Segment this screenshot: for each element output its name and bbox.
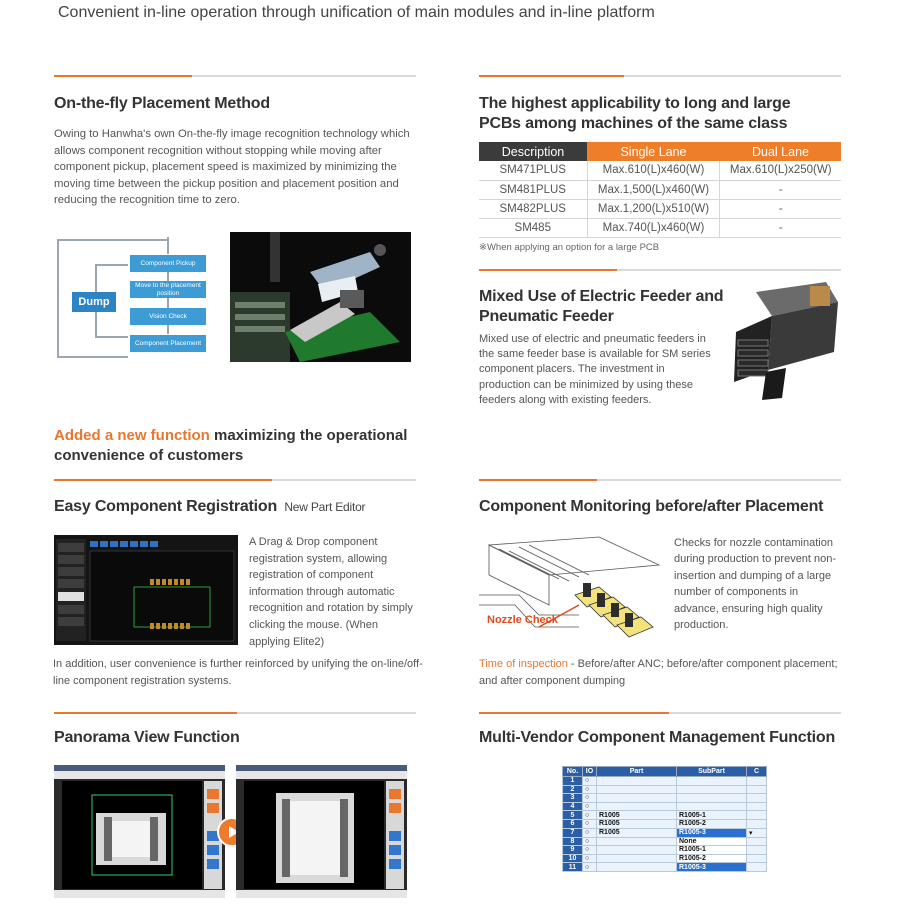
- page-tagline: Convenient in-line operation through unification of main modules and in-line platform: [58, 4, 655, 21]
- row-number: 3: [563, 794, 583, 803]
- flow-step: Component Pickup: [130, 255, 206, 272]
- placement-head-illustration: [230, 232, 411, 362]
- extra-cell: [747, 811, 767, 820]
- pcb-note: ※When applying an option for a large PCB: [479, 242, 660, 253]
- io-icon: ○: [583, 794, 597, 803]
- io-icon: ○: [583, 837, 597, 846]
- part-editor-screenshot: [54, 535, 238, 645]
- io-icon: ○: [583, 854, 597, 863]
- ecr-body: A Drag & Drop component registration system, allowing registration of component information through automatic recognition and rotation by simply clicking the mouse. (When applying Elite2): [249, 536, 413, 648]
- extra-cell: [747, 785, 767, 794]
- panorama-before-illustration: [54, 765, 225, 898]
- subpart-cell: [677, 777, 747, 786]
- subpart-cell: [677, 785, 747, 794]
- io-icon: ○: [583, 863, 597, 872]
- table-cell: Max.610(L)x250(W): [720, 161, 841, 180]
- table-row: [563, 837, 767, 846]
- table-row: [563, 819, 767, 828]
- subpart-cell: [677, 802, 747, 811]
- table-header: Part: [597, 767, 677, 777]
- section-divider: [479, 75, 841, 77]
- table-cell: Max.1,500(L)x460(W): [587, 180, 720, 199]
- inspection-text: - Before/after ANC; before/after component placement; and after component dumping: [479, 658, 838, 687]
- part-cell: [597, 854, 677, 863]
- table-header: No.: [563, 767, 583, 777]
- table-cell: SM481PLUS: [479, 180, 587, 199]
- part-editor-illustration: [54, 535, 238, 645]
- table-row: [563, 854, 767, 863]
- ecr-subtitle: New Part Editor: [284, 500, 366, 514]
- row-number: 5: [563, 811, 583, 820]
- panorama-screen-before: [54, 765, 225, 898]
- pcb-spec-table: [479, 142, 841, 238]
- pcb-title: The highest applicability to long and large PCBs among machines of the same class: [479, 95, 791, 132]
- monitor-title: Component Monitoring before/after Placement: [479, 498, 824, 515]
- io-icon: ○: [583, 802, 597, 811]
- table-row: [479, 218, 841, 237]
- io-icon: ○: [583, 828, 597, 837]
- multivendor-table: [562, 766, 767, 872]
- nozzle-illustration: [479, 535, 663, 647]
- table-row: [563, 828, 767, 837]
- table-row: [479, 180, 841, 199]
- panorama-after-illustration: [236, 765, 407, 898]
- feeder-image: [726, 282, 842, 400]
- row-number: 8: [563, 837, 583, 846]
- extra-cell: [747, 802, 767, 811]
- table-cell: -: [720, 218, 841, 237]
- table-row: [479, 161, 841, 180]
- chevron-down-icon[interactable]: ▾: [747, 828, 767, 837]
- io-icon: ○: [583, 777, 597, 786]
- flow-step: Vision Check: [130, 308, 206, 325]
- table-row: [563, 811, 767, 820]
- subpart-cell: [677, 794, 747, 803]
- row-number: 4: [563, 802, 583, 811]
- extra-cell: [747, 846, 767, 855]
- table-row: [479, 199, 841, 218]
- section-divider: [54, 479, 416, 481]
- ecr-title-main: Easy Component Registration: [54, 498, 278, 515]
- nozzle-check-label: Nozzle Check: [487, 614, 558, 626]
- monitor-body: Checks for nozzle contamination during production to prevent non-insertion and dumping of a large number of components in advance, ensuring high quality production.: [674, 537, 837, 632]
- extra-cell: [747, 777, 767, 786]
- part-cell: [597, 846, 677, 855]
- section-divider: [479, 712, 841, 714]
- ecr-title: [54, 497, 365, 517]
- flow-step: Component Placement: [130, 335, 206, 352]
- row-number: 2: [563, 785, 583, 794]
- otf-title: On-the-fly Placement Method: [54, 95, 270, 112]
- panorama-screen-after: [236, 765, 407, 898]
- dropdown-option[interactable]: R1005-1: [677, 846, 747, 855]
- section-divider: [479, 479, 841, 481]
- extra-cell: [747, 837, 767, 846]
- section-divider: [54, 712, 416, 714]
- part-cell: [597, 777, 677, 786]
- part-cell: [597, 794, 677, 803]
- flow-step: Move to the placement position: [130, 281, 206, 298]
- added-highlight: Added a new function: [54, 427, 210, 444]
- table-row: [563, 802, 767, 811]
- row-number: 6: [563, 819, 583, 828]
- table-cell: SM485: [479, 218, 587, 237]
- table-row: [563, 863, 767, 872]
- io-icon: ○: [583, 819, 597, 828]
- subpart-cell: R1005-1: [677, 811, 747, 820]
- added-rest: maximizing the operational convenience of customers: [54, 427, 408, 464]
- dropdown-option[interactable]: R1005-2: [677, 854, 747, 863]
- table-cell: -: [720, 180, 841, 199]
- feeder-body: Mixed use of electric and pneumatic feeders in the same feeder base is available for SM series component placers. The investment in production can be minimized by using these feeders along with existing feeders.: [479, 333, 711, 406]
- flow-dump: Dump: [72, 292, 116, 312]
- part-cell: R1005: [597, 811, 677, 820]
- subpart-cell: R1005-2: [677, 819, 747, 828]
- otf-photo: [230, 232, 411, 362]
- section-divider: [54, 75, 416, 77]
- ecr-body-2: In addition, user convenience is further reinforced by unifying the on-line/off-line component registration systems.: [53, 658, 423, 687]
- monitor-inspection: [479, 656, 845, 689]
- part-cell: [597, 837, 677, 846]
- part-cell: [597, 863, 677, 872]
- extra-cell: [747, 819, 767, 828]
- row-number: 10: [563, 854, 583, 863]
- table-header: Dual Lane: [720, 142, 841, 161]
- row-number: 7: [563, 828, 583, 837]
- part-cell: [597, 785, 677, 794]
- extra-cell: [747, 794, 767, 803]
- row-number: 1: [563, 777, 583, 786]
- table-header: IO: [583, 767, 597, 777]
- dropdown-option[interactable]: None: [677, 837, 747, 846]
- table-header-extra: C: [747, 767, 767, 777]
- part-cell: R1005: [597, 819, 677, 828]
- added-function-heading: [54, 426, 424, 466]
- row-number: 9: [563, 846, 583, 855]
- io-icon: ○: [583, 785, 597, 794]
- table-cell: SM471PLUS: [479, 161, 587, 180]
- subpart-dropdown[interactable]: R1005-3: [677, 828, 747, 837]
- panorama-title: Panorama View Function: [54, 729, 240, 746]
- extra-cell: [747, 854, 767, 863]
- otf-body: Owing to Hanwha's own On-the-fly image recognition technology which allows component recognition without stopping while moving after component pickup, placement speed is maximized by minimizing the moving time between the pickup position and placement position and reducing the recognition time to zero.: [54, 128, 410, 206]
- table-cell: Max.610(L)x460(W): [587, 161, 720, 180]
- section-divider: [479, 269, 841, 271]
- feeder-illustration: [726, 282, 842, 400]
- extra-cell: [747, 863, 767, 872]
- table-cell: Max.740(L)x460(W): [587, 218, 720, 237]
- table-row: [563, 846, 767, 855]
- part-cell: R1005: [597, 828, 677, 837]
- table-cell: SM482PLUS: [479, 199, 587, 218]
- table-header: Single Lane: [587, 142, 720, 161]
- feeder-title: Mixed Use of Electric Feeder and Pneumatic Feeder: [479, 288, 724, 325]
- io-icon: ○: [583, 811, 597, 820]
- row-number: 11: [563, 863, 583, 872]
- table-row: [563, 785, 767, 794]
- inspection-label: Time of inspection: [479, 658, 568, 670]
- dropdown-option[interactable]: R1005-3: [677, 863, 747, 872]
- table-cell: Max.1,200(L)x510(W): [587, 199, 720, 218]
- table-header: SubPart: [677, 767, 747, 777]
- table-cell: -: [720, 199, 841, 218]
- table-header: Description: [479, 142, 587, 161]
- part-cell: [597, 802, 677, 811]
- multivendor-title: Multi-Vendor Component Management Function: [479, 729, 836, 746]
- io-icon: ○: [583, 846, 597, 855]
- table-row: [563, 777, 767, 786]
- table-row: [563, 794, 767, 803]
- nozzle-machine-drawing: [479, 535, 663, 647]
